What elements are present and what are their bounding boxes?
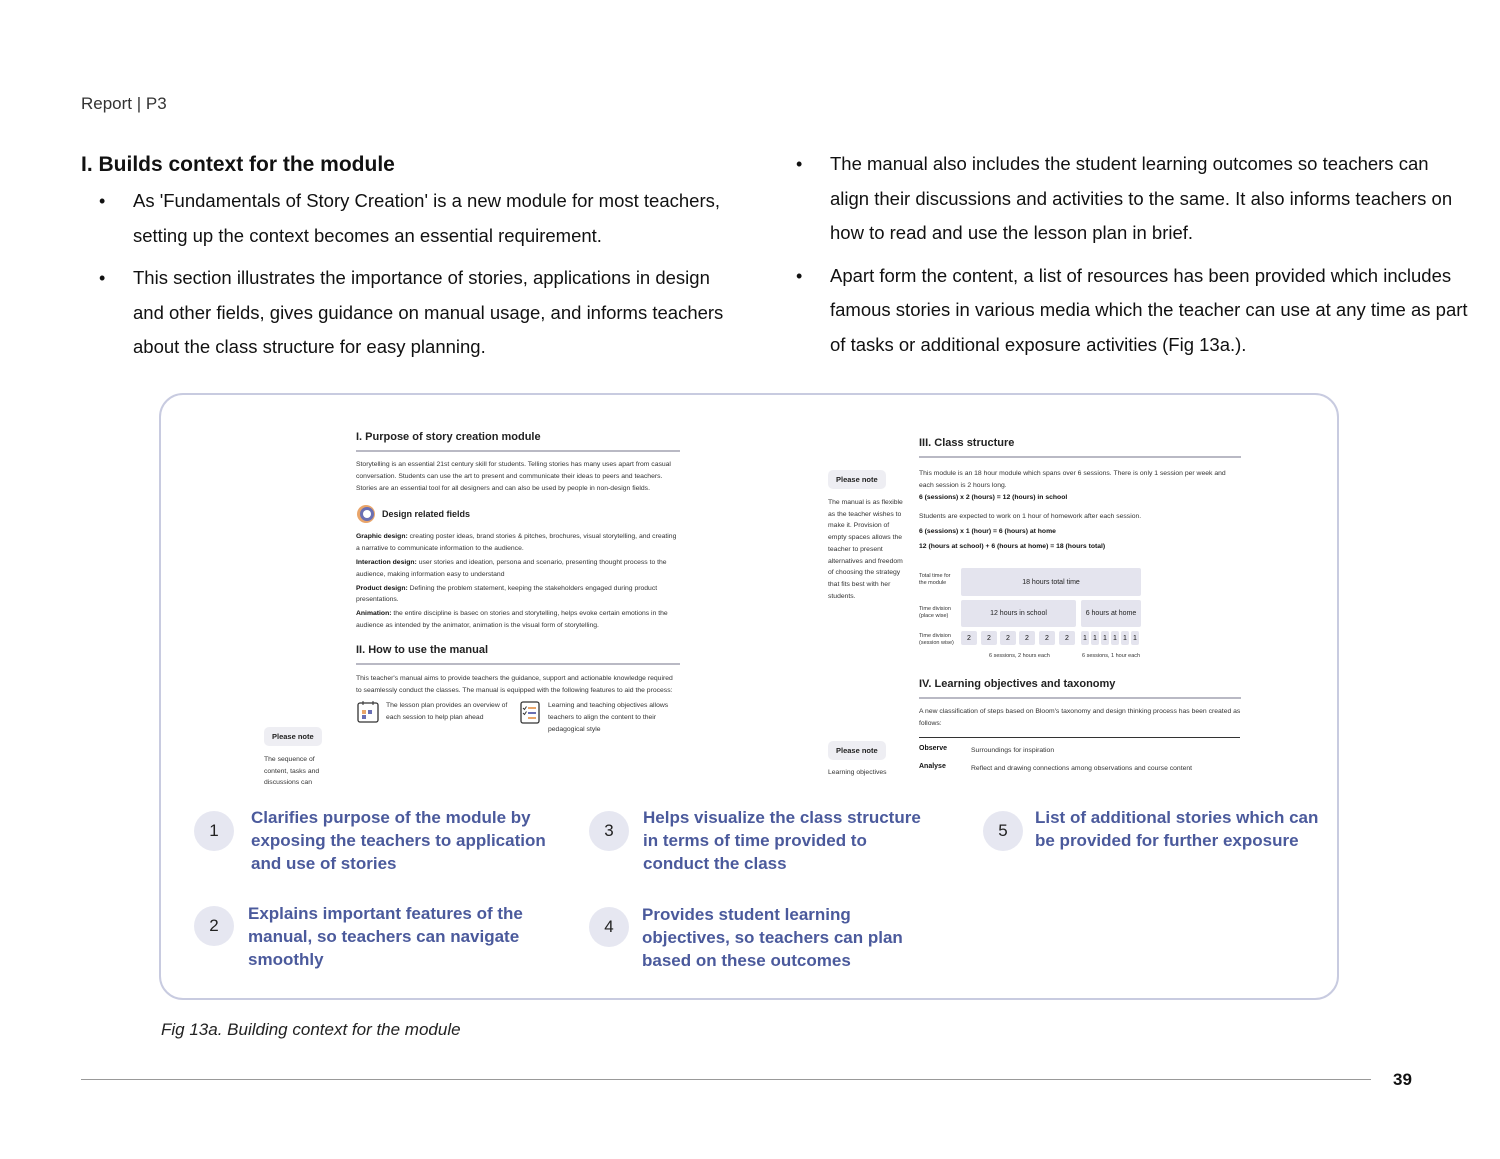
tax-desc-analyse: Reflect and drawing connections among observations and course content	[971, 765, 1193, 772]
design-fields-icon	[356, 504, 376, 524]
field-graphic: Graphic design: creating poster ideas, brand stories & pitches, brochures, visual storytelling, and creating a narrative to communicate information to the audience.	[356, 533, 677, 553]
school-session-cell: 2	[1059, 631, 1075, 645]
divider	[919, 697, 1241, 699]
note-text-objectives: Learning objectives	[828, 769, 887, 776]
class-eq-1: 6 (sessions) x 2 (hours) = 12 (hours) in school	[919, 493, 1068, 501]
callout-number-5: 5	[983, 811, 1023, 851]
callout-text-3: Helps visualize the class structure in terms of time provided to conduct the class	[643, 808, 921, 873]
purpose-text: Storytelling is an essential 21st century skill for students. Telling stories has many uses apart from casual conversation. Students can use the art to present and communicate their ideas to peers and teachers. Stories are an essential tool for all designers and can also be used by people in non-design fields.	[356, 461, 671, 492]
page-header: Report | P3	[81, 94, 167, 113]
callout-number-2: 2	[194, 906, 234, 946]
mini-page-left	[356, 431, 680, 736]
home-session-cell: 1	[1121, 631, 1129, 645]
page-number: 39	[1393, 1070, 1412, 1089]
purpose-title: I. Purpose of story creation module	[356, 431, 541, 443]
home-session-cell: 1	[1111, 631, 1119, 645]
checklist-icon	[518, 700, 542, 724]
callout-text-1: Clarifies purpose of the module by exposing the teachers to application and use of stories	[251, 808, 546, 873]
right-bullet-list	[778, 147, 1468, 370]
fields-list	[356, 531, 680, 631]
row3-label: Time division (session wise)	[919, 633, 954, 646]
class-eq-2: 6 (sessions) x 1 (hour) = 6 (hours) at home	[919, 528, 1056, 536]
home-caption: 6 sessions, 1 hour each	[1082, 653, 1141, 659]
class-text-1: This module is an 18 hour module which spans over 6 sessions. There is only 1 session per week and each session is 2 hours long.	[919, 470, 1226, 489]
note-text-right: The manual is as flexible as the teacher wishes to make it. Provision of empty spaces allows the teacher to present alternatives and freedom of choosing the strategy that fits best with her students.	[828, 499, 903, 600]
school-session-cell: 2	[981, 631, 997, 645]
calendar-icon	[356, 700, 380, 724]
design-fields-title: Design related fields	[382, 509, 471, 520]
design-fields-heading	[356, 504, 680, 524]
home-hours-cell: 6 hours at home	[1081, 600, 1141, 627]
home-session-cell: 1	[1081, 631, 1089, 645]
home-session-cell: 1	[1131, 631, 1139, 645]
field-animation: Animation: the entire discipline is basec on stories and storytelling, helps evoke certain emotions in the audience as intended by the animator, animation is the visual form of storytelling.	[356, 610, 668, 629]
home-session-cell: 1	[1101, 631, 1109, 645]
manual-text: This teacher's manual aims to provide teachers the guidance, support and actionable knowledge required to seamlessly conduct the classes. The manual is equipped with the following features to aid the process:	[356, 674, 673, 694]
objectives-section	[919, 678, 1241, 730]
class-text-2: Students are expected to work on 1 hour of homework after each session.	[919, 513, 1142, 521]
callout-text-2: Explains important features of the manual, so teachers can navigate smoothly	[248, 904, 523, 969]
feature1-text: The lesson plan provides an overview of each session to help plan ahead	[386, 702, 508, 722]
school-caption: 6 sessions, 2 hours each	[989, 653, 1050, 659]
left-bullet-list	[81, 184, 741, 373]
note-text-left: The sequence of content, tasks and discussions can	[264, 756, 320, 787]
footer-divider	[81, 1079, 1371, 1080]
callout-number-4: 4	[589, 907, 629, 947]
tax-desc-observe: Surroundings for inspiration	[971, 747, 1055, 754]
manual-title: II. How to use the manual	[356, 643, 489, 656]
class-eq-3: 12 (hours at school) + 6 (hours at home) = 18 (hours total)	[919, 542, 1106, 550]
school-session-cell: 2	[961, 631, 977, 645]
divider	[356, 450, 680, 452]
field-interaction: Interaction design: user stories and ideation, persona and scenario, presenting thought process to the audience, making information easy to understand	[356, 558, 667, 578]
time-division-table	[919, 568, 1249, 664]
note-label-objectives: Please note	[828, 741, 886, 760]
mini-page-right	[919, 437, 1241, 553]
feature-objectives	[518, 700, 680, 735]
school-session-cell: 2	[1019, 631, 1035, 645]
school-session-cell: 2	[1039, 631, 1055, 645]
taxonomy-rule	[919, 737, 1240, 738]
row1-label: Total time for the module	[919, 573, 951, 586]
divider	[356, 663, 680, 665]
callout-number-1: 1	[194, 811, 234, 851]
right-bullet-2: • Apart form the content, a list of resources has been provided which includes famous stories in various media which the teacher can use at any time as part of tasks or additional exposure activities (Fig 13a.).	[778, 259, 1468, 363]
right-bullet-1: • The manual also includes the student learning outcomes so teachers can align their discussions and activities to the same. It also informs teachers on how to read and use the lesson plan in brief.	[778, 147, 1468, 251]
objectives-text: A new classification of steps based on Bloom's taxonomy and design thinking process has been created as follows:	[919, 708, 1241, 727]
callout-number-3: 3	[589, 811, 629, 851]
school-hours-cell: 12 hours in school	[961, 600, 1076, 627]
tax-term-analyse: Analyse	[919, 763, 946, 770]
feature-lesson-plan	[356, 700, 518, 735]
objectives-title: IV. Learning objectives and taxonomy	[919, 678, 1116, 690]
total-time-cell: 18 hours total time	[961, 568, 1141, 596]
section-title: I. Builds context for the module	[81, 153, 395, 176]
divider	[919, 456, 1241, 458]
field-product: Product design: Defining the problem statement, keeping the stakeholders engaged during product presentations.	[356, 584, 658, 604]
left-bullet-2: • This section illustrates the importance of stories, applications in design and other fields, gives guidance on manual usage, and informs teachers about the class structure for easy planning.	[81, 261, 741, 365]
callout-text-5: List of additional stories which can be provided for further exposure	[1035, 808, 1319, 850]
class-structure-title: III. Class structure	[919, 437, 1015, 449]
left-bullet-1: • As 'Fundamentals of Story Creation' is a new module for most teachers, setting up the context becomes an essential requirement.	[81, 184, 741, 253]
figure-caption: Fig 13a. Building context for the module	[161, 1020, 461, 1039]
note-label-right: Please note	[828, 470, 886, 489]
note-label-left: Please note	[264, 727, 322, 746]
home-session-cell: 1	[1091, 631, 1099, 645]
feature2-text: Learning and teaching objectives allows teachers to align the content to their pedagogical style	[548, 702, 669, 733]
features-row	[356, 700, 680, 735]
tax-term-observe: Observe	[919, 745, 948, 752]
row2-label: Time division (place wise)	[919, 606, 951, 619]
callout-text-4: Provides student learning objectives, so teachers can plan based on these outcomes	[642, 905, 903, 970]
school-session-cell: 2	[1000, 631, 1016, 645]
